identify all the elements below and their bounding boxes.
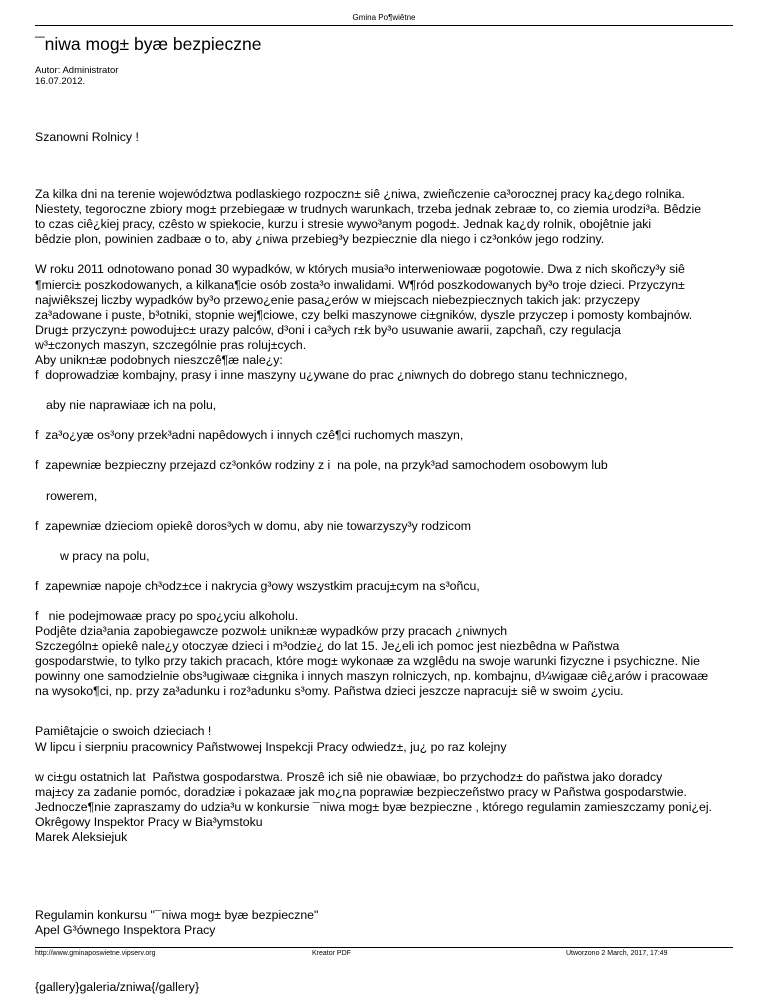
footer-generator: Kreator PDF	[312, 950, 351, 957]
list-item-2: f za³o¿yæ os³ony przek³adni napêdowych i innych czê¶ci ruchomych maszyn,	[35, 428, 464, 443]
gallery-tag: {gallery}galeria/zniwa{/gallery}	[35, 980, 200, 995]
list-item-5: f zapewniæ napoje ch³odz±ce i nakrycia g³owy wszystkim pracuj±cym na s³oñcu,	[35, 578, 480, 593]
para2-line: za³adowane i puste, b³otniki, stopnie wej¶ciowe, czy belki maszynowe ci±gników, dyszle przyczep i pomosty kombajnów.	[35, 307, 693, 322]
signature-name: Marek Aleksiejuk	[35, 830, 128, 844]
para5-line: w ci±gu ostatnich lat Pañstwa gospodarstwa. Proszê ich siê nie obawiaæ, bo przychodz± do pañstwa jako doradcy	[35, 769, 663, 784]
article-title: ¯niwa mog± byæ bezpieczne	[35, 34, 262, 54]
para3-line: powinny one samodzielnie obs³ugiwaæ ci±gnika i innych maszyn rolniczych, np. kombajnu, d¼wigaæ ciê¿arów i pracowaæ	[35, 669, 709, 684]
para3-line: Szczególn± opiekê nale¿y otoczyæ dzieci i m³odzie¿ do lat 15. Je¿eli ich pomoc jest niezbêdna w Pañstwa	[35, 639, 620, 654]
para4-line: Pamiêtajcie o swoich dzieciach !	[35, 724, 212, 739]
para2-line: W roku 2011 odnotowano ponad 30 wypadków, w których musia³o interweniowaæ pogotowie. Dwa z nich skoñczy³y siê	[35, 262, 685, 277]
list-item-4-cont: w pracy na polu,	[60, 548, 150, 563]
footer-divider	[35, 947, 733, 948]
para2-line: najwiêkszej liczby wypadków by³o przewo¿enie pasa¿erów w miejscach niebezpiecznych takich jak: przyczepy	[35, 292, 640, 307]
article-body	[35, 130, 745, 995]
para4-line: W lipcu i sierpniu pracownicy Pañstwowej Inspekcji Pracy odwiedz±, ju¿ po raz kolejny	[35, 739, 507, 754]
list-item-1: f doprowadziæ kombajny, prasy i inne maszyny u¿ywane do prac ¿niwnych do dobrego stanu technicznego,	[35, 368, 628, 383]
page-header: Gmina Po¶wiêtne	[352, 13, 416, 22]
article-meta	[35, 65, 118, 87]
para1-line: bêdzie plon, powinien zadbaæ o to, aby ¿niwa przebieg³y bezpiecznie dla niego i cz³onków jego rodziny.	[35, 232, 605, 247]
appeal-link: Apel G³ównego Inspektora Pracy	[35, 923, 216, 938]
para3-line: na wysoko¶ci, np. przy za³adunku i roz³adunku s³omy. Pañstwa dzieci jeszcze napracuj± siê w swoim ¿yciu.	[35, 684, 624, 699]
para1-line: to czas ciê¿kiej pracy, czêsto w spiekocie, kurzu i stresie wywo³anym pogod±. Jednak ka¿dy rolnik, obojêtnie jaki	[35, 217, 652, 232]
article-date: 16.07.2012.	[35, 76, 86, 87]
list-item-3: f zapewniæ bezpieczny przejazd cz³onków rodziny z i na pole, na przyk³ad samochodem osobowym lub	[35, 458, 608, 473]
para5-line: maj±cy za zadanie pomóc, doradziæ i pokazaæ jak mo¿na poprawiæ bezpieczeñstwo pracy w Pañstwa gospodarstwie.	[35, 784, 687, 799]
list-item-6: f nie podejmowaæ pracy po spo¿yciu alkoholu.	[35, 608, 299, 623]
para1-line: Za kilka dni na terenie województwa podlaskiego rozpoczn± siê ¿niwa, zwieñczenie ca³orocznej pracy ka¿dego rolnika.	[35, 187, 685, 202]
para2-line: ¶mierci± poszkodowanych, a kilkana¶cie osób zosta³o inwalidami. W¶ród poszkodowanych by³o troje dzieci. Przyczyn±	[35, 277, 685, 292]
para3-line: Podjête dzia³ania zapobiegawcze pozwol± unikn±æ wypadków przy pracach ¿niwnych	[35, 623, 508, 638]
header-divider	[35, 25, 733, 26]
list-item-4: f zapewniæ dzieciom opiekê doros³ych w domu, aby nie towarzyszy³y rodzicom	[35, 518, 472, 533]
greeting: Szanowni Rolnicy !	[35, 130, 139, 144]
list-item-1-cont: aby nie naprawiaæ ich na polu,	[46, 398, 217, 413]
para2-line: Drug± przyczyn± powoduj±c± urazy palców, d³oni i ca³ych r±k by³o usuwanie awarii, zapchañ, czy regulacja	[35, 322, 621, 337]
regulations-link: Regulamin konkursu "¯niwa mog± byæ bezpieczne"	[35, 908, 319, 923]
footer-created: Utworzono 2 March, 2017, 17:49	[566, 950, 668, 957]
signature-title: Okrêgowy Inspektor Pracy w Bia³ymstoku	[35, 814, 263, 829]
para5-line: Jednocze¶nie zapraszamy do udzia³u w konkursie ¯niwa mog± byæ bezpieczne , którego regulamin zamieszczamy poni¿ej.	[35, 799, 712, 814]
para2-line: w³±czonych maszyn, szczególnie pras roluj±cych.	[35, 337, 307, 352]
para1-line: Niestety, tegoroczne zbiory mog± przebiegaæ w trudnych warunkach, trzeba jednak zebraæ to, co ziemia urodzi³a. Bêdzie	[35, 202, 702, 217]
para2-line: Aby unikn±æ podobnych nieszczê¶æ nale¿y:	[35, 353, 283, 368]
list-item-3-cont: rowerem,	[46, 488, 98, 503]
para3-line: gospodarstwie, to tylko przy takich pracach, które mog± wykonaæ za wzglêdu na swoje warunki fizyczne i psychiczne. Nie	[35, 654, 700, 669]
footer-url: http://www.gminaposwietne.vipserv.org	[35, 950, 156, 957]
article-author: Autor: Administrator	[35, 65, 119, 76]
